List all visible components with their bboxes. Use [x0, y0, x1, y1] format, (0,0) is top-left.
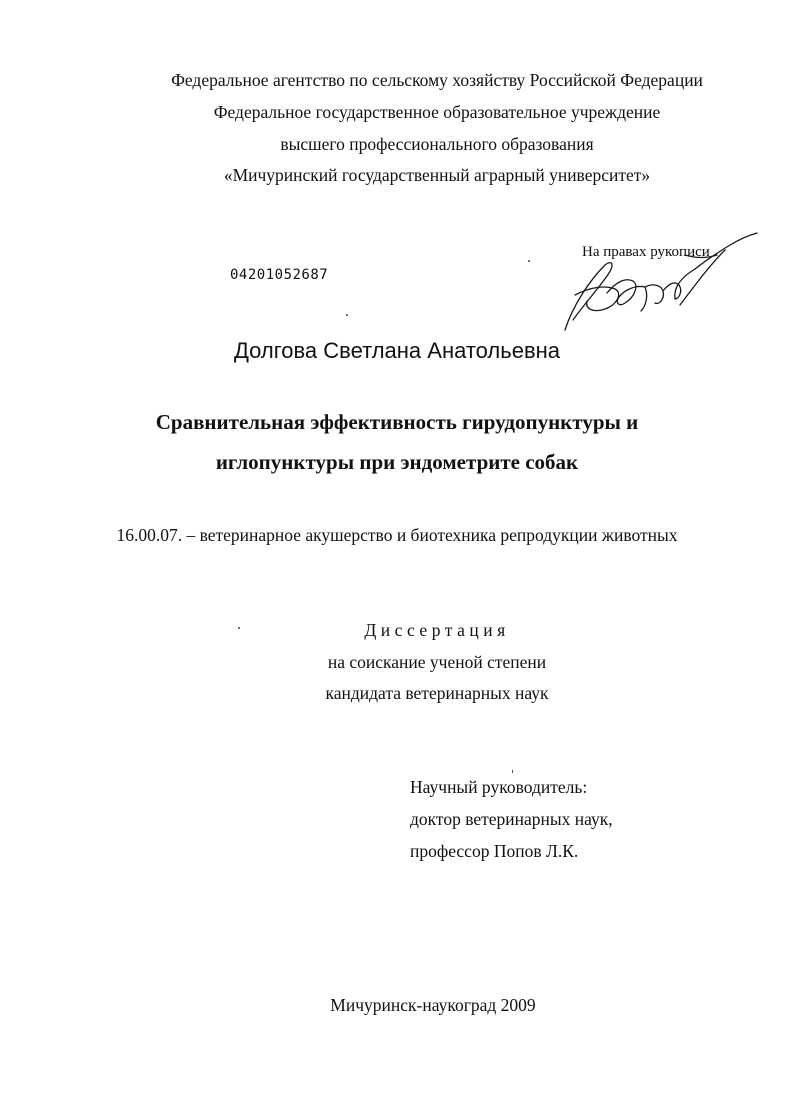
- city-and-year: Мичуринск-наукоград 2009: [330, 995, 536, 1015]
- scan-speck: [238, 627, 240, 629]
- header-institution-type: Федеральное государственное образовательное учреждение: [213, 102, 661, 122]
- title-line-2: иглопунктуры при эндометрите собак: [215, 450, 579, 474]
- specialty-code: 16.00.07. – ветеринарное акушерство и биотехника репродукции животных: [116, 525, 678, 545]
- header-university-name: «Мичуринский государственный аграрный университет»: [223, 165, 651, 185]
- handwritten-signature: [545, 225, 765, 340]
- scan-speck: [512, 770, 513, 773]
- header-education-level: высшего профессионального образования: [280, 134, 594, 154]
- document-type: Диссертация: [364, 620, 510, 640]
- library-stamp-code: 04201052687: [230, 267, 329, 283]
- scan-speck: [528, 260, 530, 262]
- degree-line-2: кандидата ветеринарных наук: [325, 683, 549, 703]
- rights-note: На правах рукописи: [582, 244, 710, 260]
- supervisor-degree: доктор ветеринарных наук,: [410, 809, 613, 829]
- supervisor-name: профессор Попов Л.К.: [410, 841, 579, 861]
- scan-speck: [346, 314, 348, 316]
- supervisor-label: Научный руководитель:: [410, 777, 588, 797]
- title-line-1: Сравнительная эффективность гирудопунктуры и: [155, 410, 639, 434]
- header-agency: Федеральное агентство по сельскому хозяйству Российской Федерации: [171, 70, 703, 90]
- degree-line-1: на соискание ученой степени: [327, 652, 547, 672]
- author-name: Долгова Светлана Анатольевна: [233, 338, 561, 363]
